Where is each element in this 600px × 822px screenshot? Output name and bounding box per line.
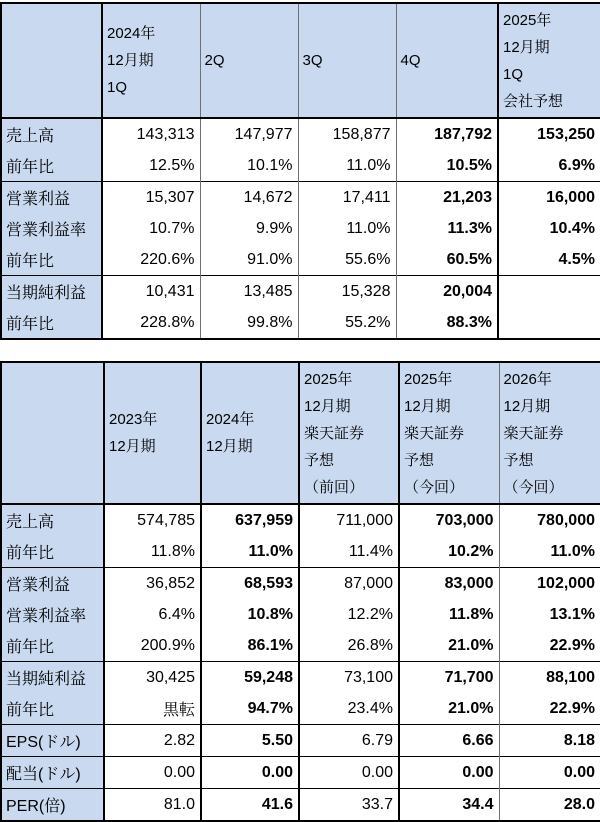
value-cell: 88,100 <box>499 662 600 694</box>
value-cell: 143,313 <box>102 118 200 150</box>
value-cell: 0.00 <box>104 757 201 789</box>
row-label: 売上高 <box>1 504 104 536</box>
value-cell: 637,959 <box>201 504 299 536</box>
header-line: 会社予想 <box>499 88 600 115</box>
row-label: EPS(ドル) <box>1 725 104 757</box>
value-cell: 88.3% <box>396 307 498 339</box>
header-line: 4Q <box>397 47 498 74</box>
header-line: 2026年 <box>500 366 600 393</box>
column-header <box>396 3 498 118</box>
value-cell: 187,792 <box>396 118 498 150</box>
value-cell: 71,700 <box>399 662 499 694</box>
value-cell: 14,672 <box>200 182 298 214</box>
value-cell: 20,004 <box>396 276 498 308</box>
value-cell: 26.8% <box>299 630 399 662</box>
header-row <box>1 362 600 504</box>
value-cell: 10.2% <box>399 536 499 568</box>
value-cell: 28.0 <box>499 789 600 822</box>
value-cell: 6.66 <box>399 725 499 757</box>
value-cell: 15,307 <box>102 182 200 214</box>
header-line: 12月期 <box>103 47 200 74</box>
value-cell: 91.0% <box>200 244 298 276</box>
value-cell <box>498 276 600 308</box>
header-line: 1Q <box>103 74 200 101</box>
header-line: （今回） <box>400 474 499 501</box>
value-cell: 83,000 <box>399 568 499 600</box>
column-header <box>104 362 201 504</box>
header-line: 2025年 <box>400 366 499 393</box>
value-cell: 55.6% <box>298 244 396 276</box>
row-label: 営業利益率 <box>1 213 102 244</box>
value-cell: 158,877 <box>298 118 396 150</box>
value-cell: 36,852 <box>104 568 201 600</box>
value-cell: 11.0% <box>298 150 396 182</box>
value-cell: 黒転 <box>104 693 201 725</box>
header-line: 2024年 <box>103 20 200 47</box>
table-row <box>1 150 600 182</box>
table-row <box>1 568 600 600</box>
value-cell: 11.0% <box>298 213 396 244</box>
value-cell: 4.5% <box>498 244 600 276</box>
row-label: 売上高 <box>1 118 102 150</box>
header-line: 2025年 <box>499 7 600 34</box>
value-cell: 2.82 <box>104 725 201 757</box>
value-cell: 10.4% <box>498 213 600 244</box>
value-cell: 10.1% <box>200 150 298 182</box>
row-label: 前年比 <box>1 307 102 339</box>
table-row <box>1 504 600 536</box>
column-header <box>299 362 399 504</box>
annual-results-forecast-table <box>0 361 600 822</box>
value-cell: 153,250 <box>498 118 600 150</box>
header-line: 楽天証券 <box>500 420 600 447</box>
row-label: 前年比 <box>1 536 104 568</box>
value-cell: 60.5% <box>396 244 498 276</box>
value-cell: 17,411 <box>298 182 396 214</box>
value-cell: 55.2% <box>298 307 396 339</box>
value-cell: 81.0 <box>104 789 201 822</box>
value-cell: 13,485 <box>200 276 298 308</box>
value-cell: 711,000 <box>299 504 399 536</box>
header-line: 12月期 <box>400 393 499 420</box>
value-cell: 5.50 <box>201 725 299 757</box>
header-line: （前回） <box>300 474 398 501</box>
row-label: 営業利益 <box>1 568 104 600</box>
column-header <box>201 362 299 504</box>
value-cell: 10.5% <box>396 150 498 182</box>
table-row <box>1 213 600 244</box>
value-cell: 15,328 <box>298 276 396 308</box>
value-cell: 16,000 <box>498 182 600 214</box>
header-line: 12月期 <box>300 393 398 420</box>
value-cell: 703,000 <box>399 504 499 536</box>
header-line: 予想 <box>400 447 499 474</box>
corner-header-cell <box>1 3 102 118</box>
value-cell: 23.4% <box>299 693 399 725</box>
header-line: 12月期 <box>499 34 600 61</box>
value-cell: 0.00 <box>499 757 600 789</box>
header-line: 12月期 <box>105 433 200 460</box>
value-cell: 59,248 <box>201 662 299 694</box>
table-row <box>1 757 600 789</box>
value-cell: 13.1% <box>499 599 600 630</box>
value-cell: 0.00 <box>399 757 499 789</box>
value-cell: 10.8% <box>201 599 299 630</box>
header-line: 3Q <box>299 47 396 74</box>
value-cell: 30,425 <box>104 662 201 694</box>
value-cell: 8.18 <box>499 725 600 757</box>
value-cell: 21.0% <box>399 693 499 725</box>
value-cell: 11.8% <box>399 599 499 630</box>
value-cell: 22.9% <box>499 693 600 725</box>
table-row <box>1 536 600 568</box>
value-cell: 41.6 <box>201 789 299 822</box>
value-cell: 6.4% <box>104 599 201 630</box>
row-label: 当期純利益 <box>1 276 102 308</box>
value-cell: 10.7% <box>102 213 200 244</box>
column-header <box>498 3 600 118</box>
header-line: 楽天証券 <box>400 420 499 447</box>
table-row <box>1 599 600 630</box>
value-cell: 0.00 <box>201 757 299 789</box>
row-label: 営業利益率 <box>1 599 104 630</box>
value-cell: 200.9% <box>104 630 201 662</box>
value-cell: 73,100 <box>299 662 399 694</box>
value-cell <box>498 307 600 339</box>
table-row <box>1 662 600 694</box>
column-header <box>499 362 600 504</box>
value-cell: 11.8% <box>104 536 201 568</box>
value-cell: 9.9% <box>200 213 298 244</box>
table-row <box>1 725 600 757</box>
column-header <box>102 3 200 118</box>
header-line: 1Q <box>499 61 600 88</box>
row-label: 前年比 <box>1 244 102 276</box>
value-cell: 6.9% <box>498 150 600 182</box>
header-line: （今回） <box>500 474 600 501</box>
value-cell: 86.1% <box>201 630 299 662</box>
row-label: 営業利益 <box>1 182 102 214</box>
value-cell: 228.8% <box>102 307 200 339</box>
value-cell: 6.79 <box>299 725 399 757</box>
value-cell: 780,000 <box>499 504 600 536</box>
header-row <box>1 3 600 118</box>
value-cell: 21,203 <box>396 182 498 214</box>
value-cell: 102,000 <box>499 568 600 600</box>
header-line: 12月期 <box>500 393 600 420</box>
value-cell: 12.2% <box>299 599 399 630</box>
value-cell: 574,785 <box>104 504 201 536</box>
table-row <box>1 630 600 662</box>
row-label: 配当(ドル) <box>1 757 104 789</box>
header-line: 2023年 <box>105 406 200 433</box>
value-cell: 220.6% <box>102 244 200 276</box>
header-line: 2Q <box>201 47 298 74</box>
table-row <box>1 276 600 308</box>
table-row <box>1 789 600 822</box>
table-row <box>1 182 600 214</box>
value-cell: 94.7% <box>201 693 299 725</box>
row-label: 前年比 <box>1 150 102 182</box>
value-cell: 22.9% <box>499 630 600 662</box>
column-header <box>200 3 298 118</box>
header-line: 予想 <box>300 447 398 474</box>
header-line: 予想 <box>500 447 600 474</box>
column-header <box>399 362 499 504</box>
row-label: 前年比 <box>1 630 104 662</box>
value-cell: 10,431 <box>102 276 200 308</box>
table-row <box>1 118 600 150</box>
value-cell: 11.4% <box>299 536 399 568</box>
value-cell: 11.0% <box>201 536 299 568</box>
value-cell: 21.0% <box>399 630 499 662</box>
table-row <box>1 244 600 276</box>
header-line: 2024年 <box>202 406 298 433</box>
value-cell: 99.8% <box>200 307 298 339</box>
row-label: 当期純利益 <box>1 662 104 694</box>
financial-tables-page <box>0 2 600 822</box>
value-cell: 12.5% <box>102 150 200 182</box>
corner-header-cell <box>1 362 104 504</box>
value-cell: 34.4 <box>399 789 499 822</box>
table-row <box>1 307 600 339</box>
header-line: 2025年 <box>300 366 398 393</box>
table-row <box>1 693 600 725</box>
header-line: 12月期 <box>202 433 298 460</box>
value-cell: 11.3% <box>396 213 498 244</box>
value-cell: 33.7 <box>299 789 399 822</box>
value-cell: 68,593 <box>201 568 299 600</box>
value-cell: 11.0% <box>499 536 600 568</box>
row-label: PER(倍) <box>1 789 104 822</box>
value-cell: 147,977 <box>200 118 298 150</box>
value-cell: 0.00 <box>299 757 399 789</box>
column-header <box>298 3 396 118</box>
header-line: 楽天証券 <box>300 420 398 447</box>
value-cell: 87,000 <box>299 568 399 600</box>
quarterly-results-table <box>0 2 600 340</box>
row-label: 前年比 <box>1 693 104 725</box>
